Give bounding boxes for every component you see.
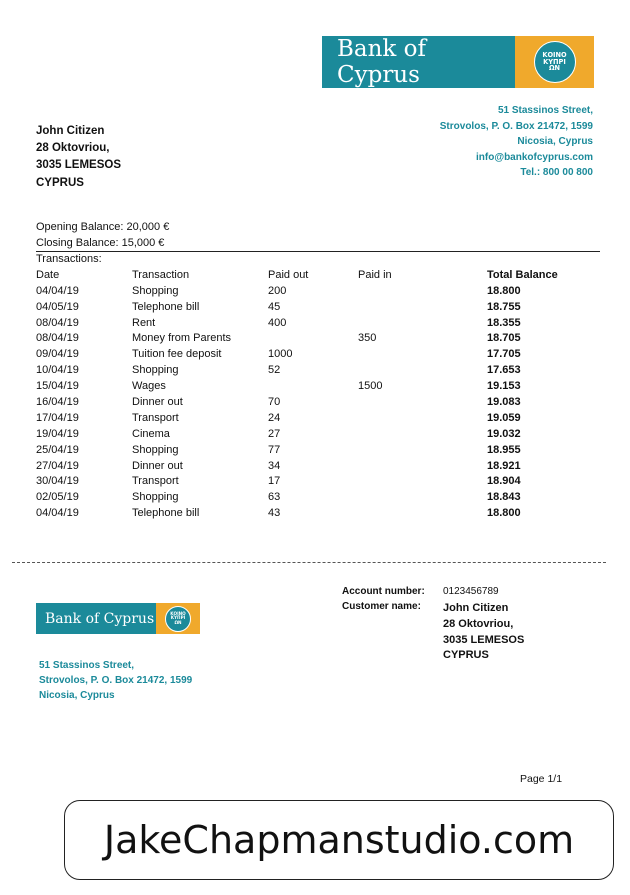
transactions-title: Transactions: (36, 253, 102, 265)
bank-address-small: 51 Stassinos Street, Strovolos, P. O. Box 21472, 1599 Nicosia, Cyprus (39, 660, 193, 701)
customer-address (36, 123, 121, 192)
account-number-label: Account number: (342, 586, 425, 597)
customer-name-block (443, 601, 524, 664)
cell-paid-out: 200 (268, 284, 287, 297)
cell-paid-in: 1500 (358, 380, 383, 393)
header-total-balance: Total Balance (487, 268, 558, 281)
bank-logo-small-seal-area (156, 603, 200, 634)
header-paid-out: Paid out (268, 268, 309, 281)
page-number: Page 1/1 (520, 773, 563, 785)
cell-total: 18.355 (487, 316, 521, 329)
header-transaction: Transaction (132, 268, 190, 281)
divider (36, 251, 600, 252)
cell-transaction: Transport (132, 475, 179, 488)
cell-total: 17.653 (487, 364, 521, 377)
customer-street: 28 Oktovriou, (443, 617, 514, 630)
cell-paid-out: 70 (268, 396, 281, 409)
customer-street: 28 Oktovriou, (36, 142, 110, 155)
bank-email: info@bankofcyprus.com (476, 151, 593, 163)
cell-date: 04/05/19 (36, 300, 79, 313)
cell-date: 17/04/19 (36, 411, 79, 424)
cell-total: 19.032 (487, 427, 521, 440)
balances (36, 220, 169, 251)
customer-name: John Citizen (36, 125, 105, 137)
cell-transaction: Transport (132, 411, 179, 424)
cell-total: 19.153 (487, 380, 521, 393)
header-paid-in: Paid in (358, 268, 392, 281)
cell-total: 18.705 (487, 332, 521, 345)
bank-address: 51 Stassinos Street, Strovolos, P. O. Box 21472, 1599 Nicosia, Cyprus info@bankofcyprus.com Tel.: 800 00 800 (440, 103, 593, 181)
account-number: 0123456789 (443, 586, 499, 597)
cell-transaction: Cinema (132, 427, 170, 440)
cell-paid-out: 43 (268, 507, 281, 520)
customer-city: 3035 LEMESOS (443, 633, 525, 646)
cell-transaction: Dinner out (132, 459, 183, 472)
bank-phone: Tel.: 800 00 800 (520, 167, 593, 179)
cell-date: 15/04/19 (36, 380, 79, 393)
cell-transaction: Shopping (132, 284, 179, 297)
opening-balance: Opening Balance: 20,000 € (36, 221, 170, 233)
cell-date: 16/04/19 (36, 396, 79, 409)
header-date: Date (36, 268, 60, 281)
cell-paid-out: 45 (268, 300, 281, 313)
cell-paid-out: 63 (268, 491, 281, 504)
cell-transaction: Rent (132, 316, 156, 329)
cell-total: 18.955 (487, 443, 521, 456)
cell-date: 04/04/19 (36, 284, 79, 297)
customer-name-label: Customer name: (342, 601, 421, 612)
customer-city: 3035 LEMESOS (36, 159, 122, 172)
cell-total: 18.800 (487, 507, 521, 520)
cell-date: 02/05/19 (36, 491, 79, 504)
bank-logo-small (36, 603, 200, 634)
bank-logo-small-text: Bank of Cyprus (36, 603, 156, 634)
cell-date: 27/04/19 (36, 459, 79, 472)
cell-paid-out: 17 (268, 475, 281, 488)
cell-date: 08/04/19 (36, 332, 79, 345)
cell-date: 04/04/19 (36, 507, 79, 520)
cell-date: 25/04/19 (36, 443, 79, 456)
cell-total: 18.800 (487, 284, 521, 297)
cell-total: 18.843 (487, 491, 521, 504)
cell-transaction: Telephone bill (132, 300, 200, 313)
closing-balance: Closing Balance: 15,000 € (36, 236, 165, 249)
cell-paid-out: 400 (268, 316, 287, 329)
cell-total: 17.705 (487, 348, 521, 361)
cell-date: 19/04/19 (36, 427, 79, 440)
tear-off-line (12, 562, 606, 563)
cell-total: 19.059 (487, 411, 521, 424)
cell-paid-out: 52 (268, 364, 281, 377)
cell-paid-out: 24 (268, 411, 281, 424)
cell-paid-out: 77 (268, 443, 281, 456)
cell-transaction: Telephone bill (132, 507, 200, 520)
cell-transaction: Wages (132, 380, 166, 393)
cell-transaction: Shopping (132, 491, 179, 504)
cell-total: 18.921 (487, 459, 521, 472)
customer-country: CYPRUS (36, 176, 84, 189)
bank-logo (322, 36, 594, 88)
watermark-banner: JakeChapmanstudio.com (64, 800, 614, 880)
cell-paid-out: 34 (268, 459, 281, 472)
customer-name: John Citizen (443, 602, 509, 614)
cell-paid-out: 1000 (268, 348, 293, 361)
bank-logo-seal-area (515, 36, 594, 88)
cell-transaction: Dinner out (132, 396, 183, 409)
cell-date: 10/04/19 (36, 364, 79, 377)
seal-icon: ΚΟΙΝΟ ΚΥΠΡΙ ΩΝ (534, 41, 576, 83)
cell-date: 09/04/19 (36, 348, 79, 361)
cell-total: 18.755 (487, 300, 521, 313)
cell-total: 18.904 (487, 475, 521, 488)
seal-icon: ΚΟΙΝΟ ΚΥΠΡΙ ΩΝ (165, 606, 191, 632)
customer-country: CYPRUS (443, 649, 489, 662)
bank-logo-text: Bank of Cyprus (322, 36, 515, 88)
cell-transaction: Shopping (132, 364, 179, 377)
cell-date: 30/04/19 (36, 475, 79, 488)
cell-date: 08/04/19 (36, 316, 79, 329)
cell-total: 19.083 (487, 396, 521, 409)
cell-paid-in: 350 (358, 332, 377, 345)
cell-transaction: Shopping (132, 443, 179, 456)
cell-paid-out: 27 (268, 427, 281, 440)
cell-transaction: Money from Parents (132, 332, 232, 345)
cell-transaction: Tuition fee deposit (132, 348, 222, 361)
